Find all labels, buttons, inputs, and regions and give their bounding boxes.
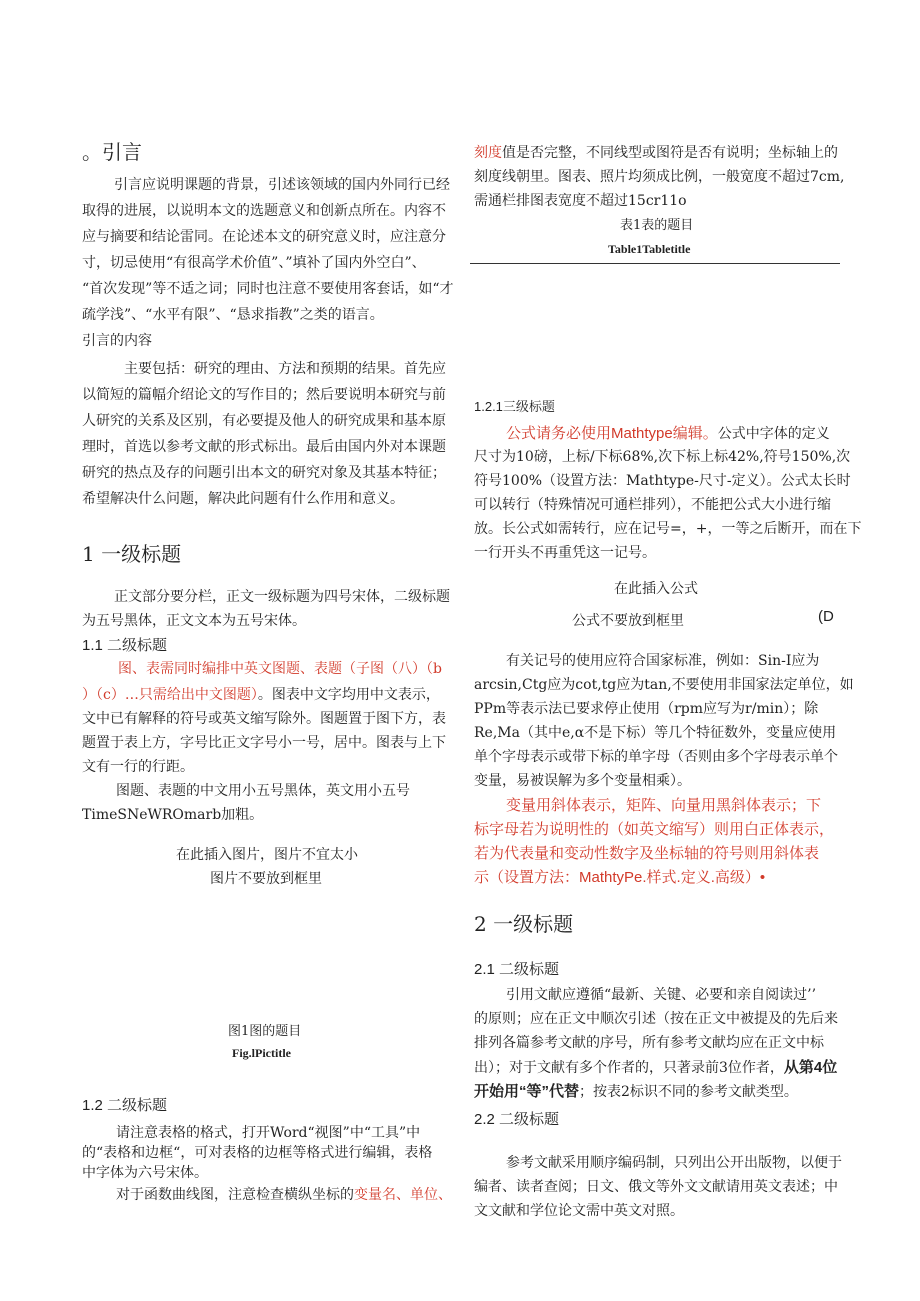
figure-caption-cn: 图1图的题目	[228, 1024, 302, 1039]
text-line: 希望解决什么问题，解决此问题有什么作用和意义。	[82, 491, 404, 507]
text-line: 一行开头不再重凭这一记号。	[474, 545, 656, 561]
text: 值是否完整，不同线型或图符是否有说明；坐标轴上的	[502, 145, 838, 161]
text-line: 的“表格和边框“，可对表格的边框等格式进行编辑，表格	[82, 1145, 433, 1161]
bold-text: 从第4位	[783, 1059, 838, 1076]
text-line: 需通栏排图表宽度不超过15cr11o	[474, 193, 687, 209]
text-line: 放。长公式如需转行，应在记号=，+，一等之后断开，而在下	[474, 521, 862, 537]
text-line: 中字体为六号宋体。	[82, 1165, 208, 1181]
red-text: ）（c）…只需给出中文图题）	[82, 687, 258, 703]
text-line: 引用文献应遵循“最新、关键、必要和亲自阅读过’’	[506, 987, 817, 1003]
figure-placeholder-note: 图片不要放到框里	[210, 871, 322, 887]
red-text-line: 示（设置方法：MathtyPe.样式.定义.高级）•	[474, 869, 766, 886]
text-line: 为五号黑体，正文文本为五号宋体。	[82, 613, 306, 629]
text-line: 排列各篇参考文献的序号，所有参考文献均应在正文中标	[474, 1035, 824, 1051]
red-text: 刻度	[474, 145, 502, 161]
bold-text: 开始用“等”代替	[474, 1083, 580, 1100]
text-line: 图题、表题的中文用小五号黑体，英文用小五号	[116, 783, 410, 799]
text-line: 符号100%（设置方法：Mathtype-尺寸-定义）。公式太长时	[474, 473, 851, 489]
text-line: 有关记号的使用应符合国家标准，例如：Sin-I应为	[506, 653, 820, 669]
text: 。图表中文字均用中文表示，	[257, 687, 440, 703]
text-line: 文文献和学位论文需中英文对照。	[474, 1203, 684, 1219]
text-line: 文中已有解释的符号或英文缩写除外。图题置于图下方，表	[82, 711, 446, 727]
text-line: 可以转行（特殊情况可通栏排列），不能把公式大小进行缩	[474, 497, 831, 513]
text: 对于函数曲线图，注意检查横纵坐标的	[116, 1187, 354, 1203]
intro-heading: 。引言	[82, 140, 142, 164]
text-line: 单个字母表示或带下标的单字母（否则由多个字母表示单个	[474, 749, 838, 765]
text-line	[506, 422, 830, 443]
section-2-heading: 2 一级标题	[474, 912, 574, 936]
text-line: 研究的热点及存的问题引出本文的研究对象及其基本特征；	[82, 465, 446, 481]
text: 出）；对于文献有多个作者的，只著录前3位作者，	[474, 1060, 784, 1076]
text-line	[116, 1184, 452, 1204]
red-text-line: 若为代表量和变动性数字及坐标轴的符号则用斜体表	[474, 845, 820, 862]
text-line: PPm等表示法已要求停止使用（rpm应写为r/min）；除	[474, 701, 819, 717]
text-line: 寸，切忌使用“有很高学术价值”、”填补了国内外空白”、	[82, 255, 426, 271]
text-line: 正文部分要分栏，正文一级标题为四号宋体，二级标题	[114, 589, 450, 605]
text-line	[474, 142, 838, 162]
section-2-1-heading: 2.1 二级标题	[474, 961, 560, 978]
text-line	[82, 684, 440, 704]
text-line: 题置于表上方，字号比正文字号小一号，居中。图表与上下	[82, 735, 446, 751]
red-text: 变量名、单位、	[354, 1187, 452, 1203]
text-line	[474, 1056, 837, 1077]
text-line	[474, 1080, 798, 1101]
table-caption-cn: 表1表的题目	[620, 218, 694, 233]
text-line: 刻度线朝里。图表、照片均须成比例，一般宽度不超过7cm,	[474, 169, 845, 185]
table-caption-en: Table1Tabletitle	[608, 242, 691, 256]
text-line: arcsin,Ctg应为cot,tg应为tan,不要使用非国家法定单位，如	[474, 677, 854, 693]
text-line: 文有一行的行距。	[82, 759, 194, 775]
intro-subheading: 引言的内容	[82, 333, 152, 349]
red-text: 公式请务必使用Mathtype编辑。	[506, 425, 718, 442]
text-line: 以简短的篇幅介绍论文的写作目的；然后要说明本研究与前	[82, 387, 446, 403]
text-line: Re,Ma（其中e,α不是下标）等几个特征数外，变量应使用	[474, 725, 837, 741]
text-line: 的原则；应在正文中顺次引述（按在正文中被提及的先后来	[474, 1011, 838, 1027]
section-1-2-1-heading: 1.2.1三级标题	[474, 399, 555, 414]
red-text-line: 标字母若为说明性的（如英文缩写）则用白正体表示，	[474, 821, 835, 838]
formula-number: (D	[818, 608, 834, 625]
text-line: TimeSNeWROmarb加粗。	[82, 807, 264, 823]
section-2-2-heading: 2.2 二级标题	[474, 1111, 560, 1128]
table-top-rule	[470, 263, 840, 264]
section-1-2-heading: 1.2 二级标题	[82, 1097, 168, 1114]
red-text-line: 变量用斜体表示，矩阵、向量用黑斜体表示；下	[506, 797, 822, 814]
formula-placeholder-note: 公式不要放到框里	[572, 613, 684, 629]
text-line: 变量，易被误解为多个变量相乘）。	[474, 773, 691, 789]
text-line: 取得的进展，以说明本文的选题意义和创新点所在。内容不	[82, 203, 446, 219]
text-line: 主要包括：研究的理由、方法和预期的结果。首先应	[124, 361, 446, 377]
text-line: 请注意表格的格式，打开Word“视图”中“工具”中	[116, 1125, 421, 1141]
text-line: 参考文献采用顺序编码制，只列出公开出版物，以便于	[506, 1155, 842, 1171]
text-line: 引言应说明课题的背景，引述该领域的国内外同行已经	[114, 177, 450, 193]
red-text-line: 图、表需同时编排中英文图题、表题（子图（八）（b	[118, 661, 442, 677]
text: 公式中字体的定义	[717, 426, 830, 442]
figure-caption-en: Fig.lPictitle	[232, 1046, 291, 1060]
formula-placeholder: 在此插入公式	[614, 581, 698, 597]
text-line: 疏学浅”、“水平有限”、“恳求指教”之类的语言。	[82, 307, 384, 323]
text-line: 理时，首选以参考文献的形式标出。最后由国内外对本课题	[82, 439, 446, 455]
text-line: “首次发现”等不适之词；同时也注意不要使用客套话，如“才	[82, 281, 454, 297]
section-1-1-heading: 1.1 二级标题	[82, 637, 168, 654]
section-1-heading: 1 一级标题	[82, 542, 182, 566]
text: ；按表2标识不同的参考文献类型。	[579, 1084, 798, 1100]
figure-placeholder: 在此插入图片，图片不宜太小	[176, 847, 358, 863]
text-line: 应与摘要和结论雷同。在论述本文的研究意义时，应注意分	[82, 229, 446, 245]
text-line: 尺寸为10磅，上标/下标68%,次下标上标42%,符号150%,次	[474, 449, 851, 465]
text-line: 编者、读者查阅；日文、俄文等外文文献请用英文表述；中	[474, 1179, 838, 1195]
text-line: 人研究的关系及区别，有必要提及他人的研究成果和基本原	[82, 413, 446, 429]
